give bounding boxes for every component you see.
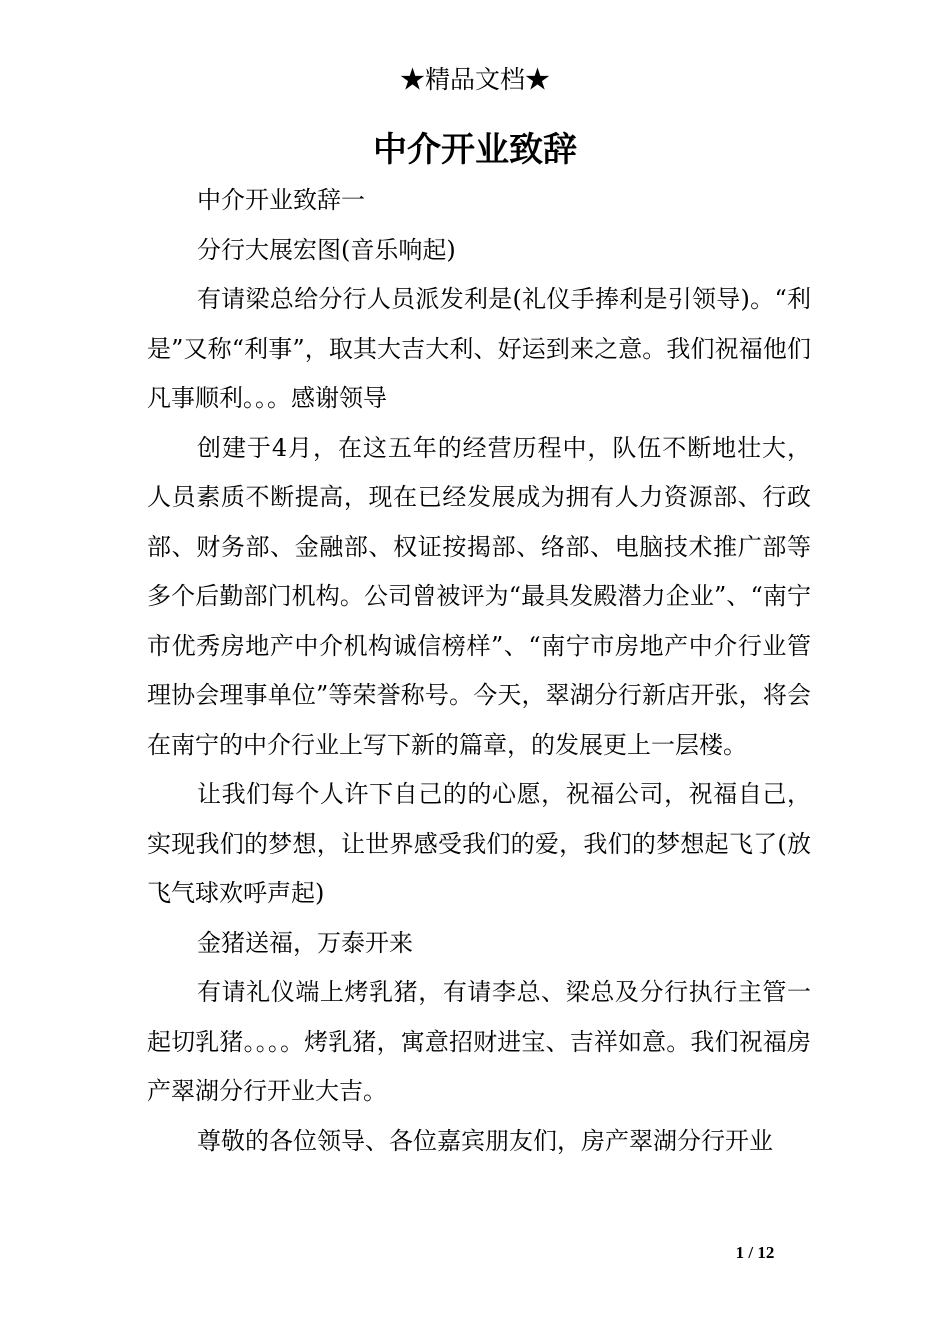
page-indicator: 1 / 12 (735, 1243, 775, 1262)
paragraph: 创建于4月，在这五年的经营历程中，队伍不断地壮大，人员素质不断提高，现在已经发展成为拥有人力资源部、行政部、财务部、金融部、权证按揭部、络部、电脑技术推广部等多个后勤部门机构。公司曾被评为“最具发殿潜力企业”、“南宁市优秀房地产中介机构诚信榜样”、“南宁市房地产中介行业管理协会理事单位”等荣誉称号。今天，翠湖分行新店开张，将会在南宁的中介行业上写下新的篇章，的发展更上一层楼。 (147, 433, 811, 759)
paragraph-section-heading: 分行大展宏图(音乐响起) (197, 235, 456, 264)
paragraph-subtitle: 中介开业致辞一 (197, 186, 365, 214)
paragraph: 有请礼仪端上烤乳猪，有请李总、梁总及分行执行主管一起切乳猪。。。。烤乳猪，寓意招财进宝、吉祥如意。我们祝福房产翠湖分行开业大吉。 (147, 978, 811, 1105)
document-body (147, 176, 811, 1166)
paragraph: 让我们每个人许下自己的的心愿，祝福公司，祝福自己，实现我们的梦想，让世界感受我们的爱，我们的梦想起飞了(放飞气球欢呼声起) (147, 780, 811, 907)
paragraph: 有请梁总给分行人员派发利是(礼仪手捧利是引领导)。“利是”又称“利事”，取其大吉大利、好运到来之意。我们祝福他们凡事顺利。。。感谢领导 (147, 285, 811, 412)
document-header-label: ★精品文档★ (399, 65, 550, 94)
paragraph: 尊敬的各位领导、各位嘉宾朋友们，房产翠湖分行开业 (197, 1126, 773, 1155)
document-title: 中介开业致辞 (373, 130, 577, 170)
paragraph-section-heading: 金猪送福，万泰开来 (197, 928, 413, 957)
